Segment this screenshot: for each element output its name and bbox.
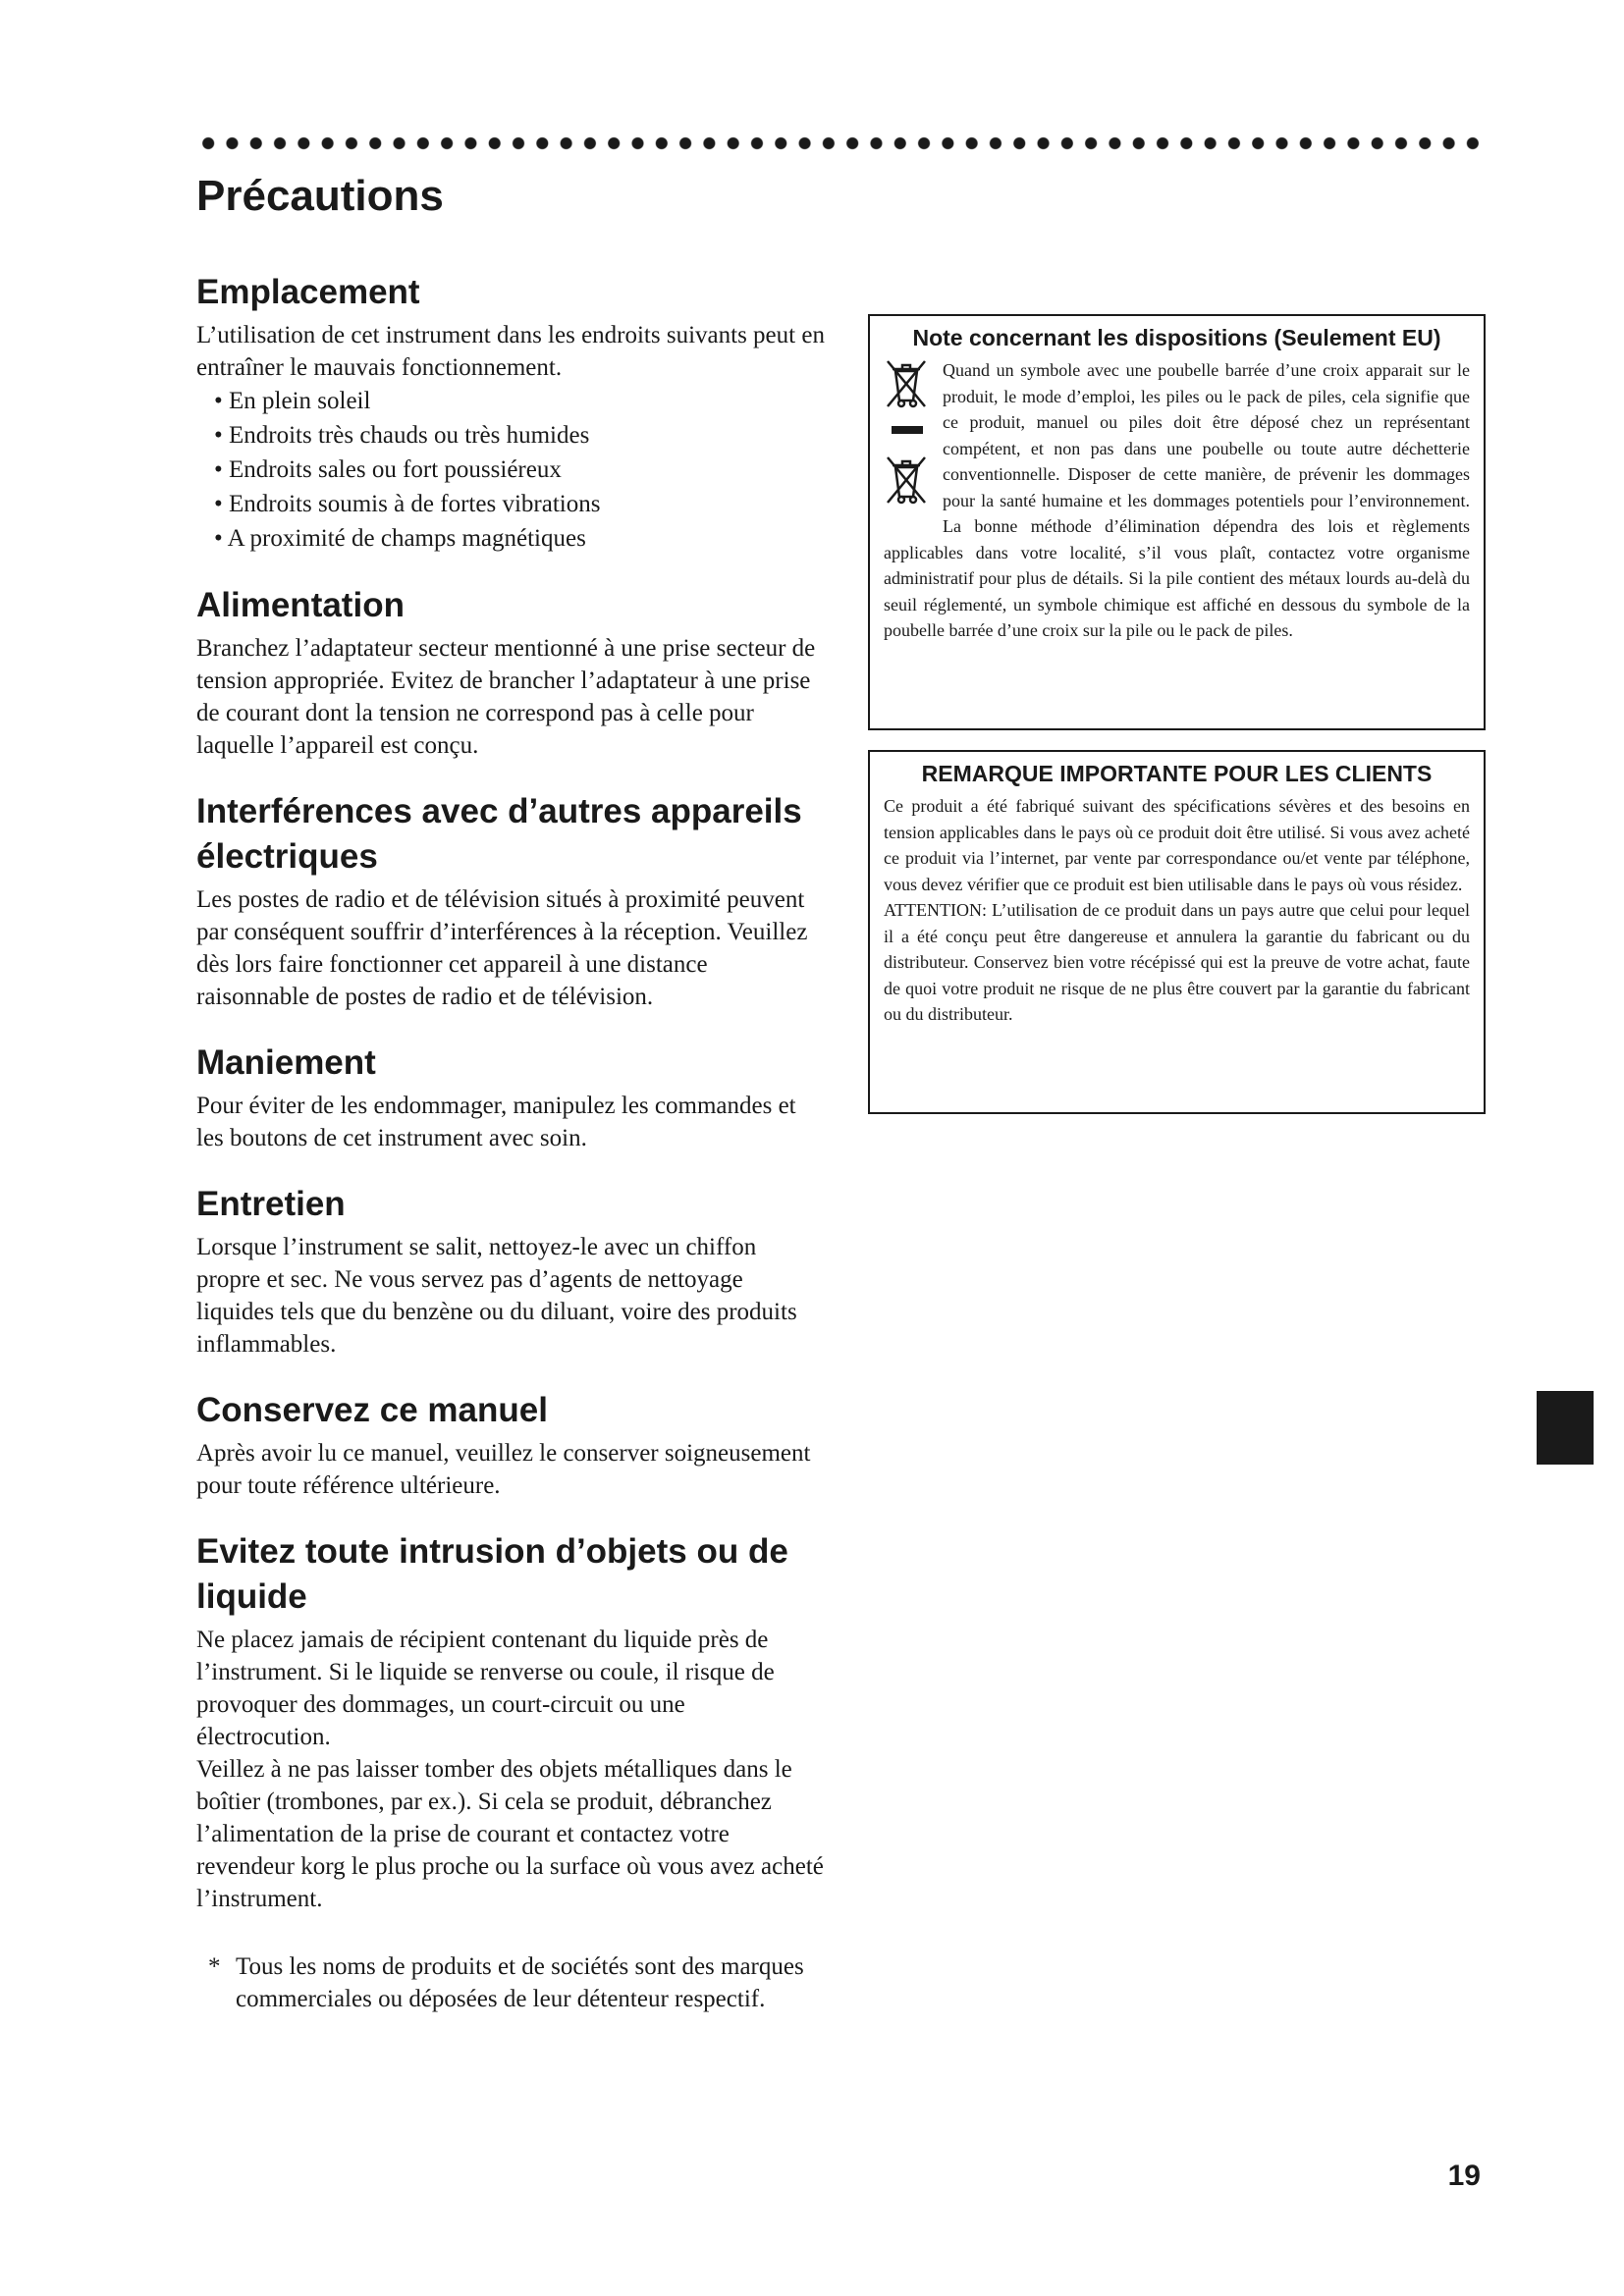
eu-disposal-note bbox=[868, 314, 1486, 730]
section-text: Ne placez jamais de récipient contenant du liquide près de l’instrument. Si le liquide se renverse ou coule, il risque de provoquer des dommages, un court-circuit ou une électrocution. bbox=[196, 1627, 775, 1750]
section-maniement bbox=[196, 1041, 825, 1154]
section-text: Veillez à ne pas laisser tomber des objets métalliques dans le boîtier (trombones, par ex.). Si cela se produit, débranchez l’alimentation de la prise de courant et contactez votre revendeur korg le plus proche ou la surface où vous avez acheté l’instrument. bbox=[196, 1756, 824, 1912]
customer-notice bbox=[868, 750, 1486, 1114]
section-intrusion bbox=[196, 1529, 825, 1915]
crossed-bin-bar-icon bbox=[884, 454, 929, 505]
section-text: Après avoir lu ce manuel, veuillez le conserver soigneusement pour toute référence ultérieure. bbox=[196, 1440, 811, 1499]
section-entretien bbox=[196, 1182, 825, 1361]
customer-notice-title: REMARQUE IMPORTANTE POUR LES CLIENTS bbox=[921, 761, 1433, 786]
section-interferences bbox=[196, 789, 825, 1013]
footnote bbox=[196, 1950, 825, 2015]
section-heading: Interférences avec d’autres appareils électriques bbox=[196, 792, 802, 876]
section-alimentation bbox=[196, 583, 825, 762]
section-heading: Emplacement bbox=[196, 273, 420, 311]
list-item: • Endroits très chauds ou très humides bbox=[214, 418, 825, 453]
section-text: L’utilisation de cet instrument dans les endroits suivants peut en entraîner le mauvais fonctionnement. bbox=[196, 322, 825, 381]
list-item: • En plein soleil bbox=[214, 384, 825, 418]
footnote-marker: * bbox=[208, 1953, 221, 1980]
section-conservez bbox=[196, 1388, 825, 1502]
bin-icons bbox=[884, 357, 933, 520]
page-title: Précautions bbox=[196, 172, 444, 220]
section-heading: Evitez toute intrusion d’objets ou de liquide bbox=[196, 1532, 788, 1616]
eu-note-text: Quand un symbole avec une poubelle barrée d’une croix apparait sur le produit, le mode d’emploi, les piles ou le pack de piles, cela signifie que ce produit, manuel ou piles doit être déposé chez un représentant compétent, et non pas dans une poubelle ou toute autre déchetterie conventionnelle. Disposer de cette manière, de prévenir les dommages pour la santé humaine et les dommages potentiels pour l’environnement. La bonne méthode d’élimination dépendra des lois et règlements applicables dans votre localité, s’il vous plaît, contactez votre organisme administratif pour plus de détails. Si la pile contient des métaux lourds au-delà du seuil réglementé, un symbole chimique est affiché en dessous du symbole de la poubelle barrée d’une croix sur la pile ou le pack de piles. bbox=[884, 360, 1470, 640]
section-tab-marker bbox=[1537, 1391, 1594, 1465]
section-text: Les postes de radio et de télévision situés à proximité peuvent par conséquent souffrir d’interférences à la réception. Veuillez dès lors faire fonctionner cet appareil à une distance raisonnable de postes de radio et de télévision. bbox=[196, 886, 808, 1010]
location-list bbox=[196, 384, 825, 556]
section-text: Lorsque l’instrument se salit, nettoyez-le avec un chiffon propre et sec. Ne vous servez pas d’agents de nettoyage liquides tels que du benzène ou du diluant, voire des produits inflammables. bbox=[196, 1234, 797, 1358]
dotted-rule bbox=[196, 133, 1485, 153]
section-heading: Maniement bbox=[196, 1043, 376, 1082]
list-item: • Endroits soumis à de fortes vibrations bbox=[214, 487, 825, 521]
customer-notice-text: Ce produit a été fabriqué suivant des spécifications sévères et des besoins en tension applicables dans le pays où ce produit doit être utilisé. Si vous avez acheté ce produit via l’internet, par vente par correspondance ou/et vente par téléphone, vous devez vérifier que ce produit est bien utilisable dans le pays où vous résidez. bbox=[884, 796, 1470, 894]
section-heading: Entretien bbox=[196, 1185, 346, 1223]
section-text: Branchez l’adaptateur secteur mentionné à une prise secteur de tension appropriée. Evitez de brancher l’adaptateur à une prise de courant dont la tension ne correspond pas à celle pour laquelle l’appareil est conçu. bbox=[196, 635, 816, 759]
section-heading: Alimentation bbox=[196, 586, 405, 624]
precautions-column bbox=[196, 270, 825, 2015]
section-text: Pour éviter de les endommager, manipulez les commandes et les boutons de cet instrument avec soin. bbox=[196, 1093, 796, 1151]
list-item: • Endroits sales ou fort poussiéreux bbox=[214, 453, 825, 487]
eu-note-title: Note concernant les dispositions (Seulement EU) bbox=[912, 325, 1441, 350]
crossed-bin-icon bbox=[884, 357, 929, 408]
section-emplacement bbox=[196, 270, 825, 556]
section-heading: Conservez ce manuel bbox=[196, 1391, 548, 1429]
list-item: • A proximité de champs magnétiques bbox=[214, 521, 825, 556]
page-number: 19 bbox=[1447, 2160, 1481, 2192]
customer-notice-warning: ATTENTION: L’utilisation de ce produit dans un pays autre que celui pour lequel il a été conçu peut être dangereuse et annulera la garantie du fabricant ou du distributeur. Conservez bien votre récépissé qui est la preuve de votre achat, faute de quoi votre produit ne risque de ne plus être couvert par la garantie du fabricant ou du distributeur. bbox=[884, 900, 1470, 1024]
footnote-text: Tous les noms de produits et de sociétés sont des marques commerciales ou déposées de leur détenteur respectif. bbox=[236, 1953, 804, 2012]
chemical-bar-icon bbox=[892, 426, 923, 434]
